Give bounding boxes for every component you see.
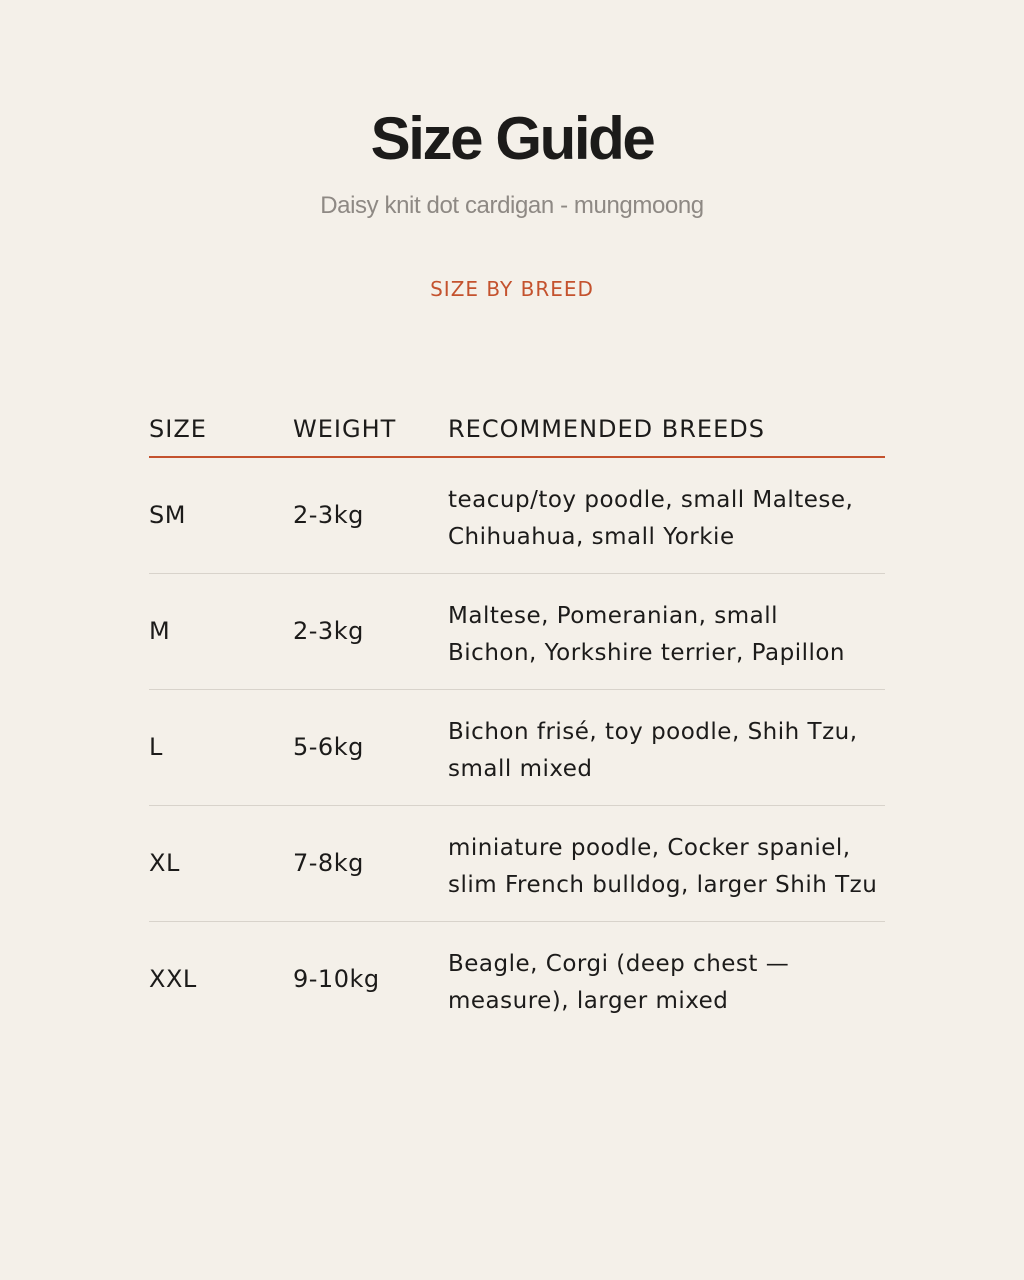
breeds-cell — [448, 830, 888, 904]
column-header-breeds: RECOMMENDED BREEDS — [448, 415, 765, 443]
weight-cell: 7-8kg — [293, 849, 364, 877]
breeds-line: Bichon, Yorkshire terrier, Papillon — [448, 640, 846, 666]
size-table — [149, 400, 885, 1037]
table-row — [149, 806, 885, 922]
breeds-line: Bichon frisé, toy poodle, Shih Tzu, — [448, 719, 858, 745]
weight-cell: 9-10kg — [293, 965, 380, 993]
column-header-size: SIZE — [149, 415, 207, 443]
breeds-line: slim French bulldog, larger Shih Tzu — [448, 872, 878, 898]
breeds-cell — [448, 946, 888, 1020]
table-row — [149, 922, 885, 1037]
breeds-line: teacup/toy poodle, small Maltese, — [448, 487, 854, 513]
weight-cell: 2-3kg — [293, 617, 364, 645]
page-title: Size Guide — [370, 105, 654, 172]
table-header — [149, 400, 885, 458]
breeds-line: Maltese, Pomeranian, small — [448, 603, 779, 629]
breeds-line: Beagle, Corgi (deep chest — — [448, 951, 790, 977]
product-subtitle: Daisy knit dot cardigan - mungmoong — [320, 192, 704, 219]
table-row — [149, 690, 885, 806]
size-cell: M — [149, 617, 171, 645]
size-cell: XL — [149, 849, 180, 877]
size-cell: L — [149, 733, 163, 761]
breeds-cell — [448, 598, 888, 672]
table-row — [149, 574, 885, 690]
weight-cell: 5-6kg — [293, 733, 364, 761]
breeds-line: measure), larger mixed — [448, 988, 729, 1014]
size-cell: XXL — [149, 965, 197, 993]
breeds-line: Chihuahua, small Yorkie — [448, 524, 735, 550]
table-row — [149, 458, 885, 574]
size-cell: SM — [149, 501, 186, 529]
weight-cell: 2-3kg — [293, 501, 364, 529]
breeds-cell — [448, 714, 888, 788]
section-label: SIZE BY BREED — [430, 277, 594, 301]
breeds-line: small mixed — [448, 756, 593, 782]
column-header-weight: WEIGHT — [293, 415, 397, 443]
breeds-cell — [448, 482, 888, 556]
breeds-line: miniature poodle, Cocker spaniel, — [448, 835, 851, 861]
